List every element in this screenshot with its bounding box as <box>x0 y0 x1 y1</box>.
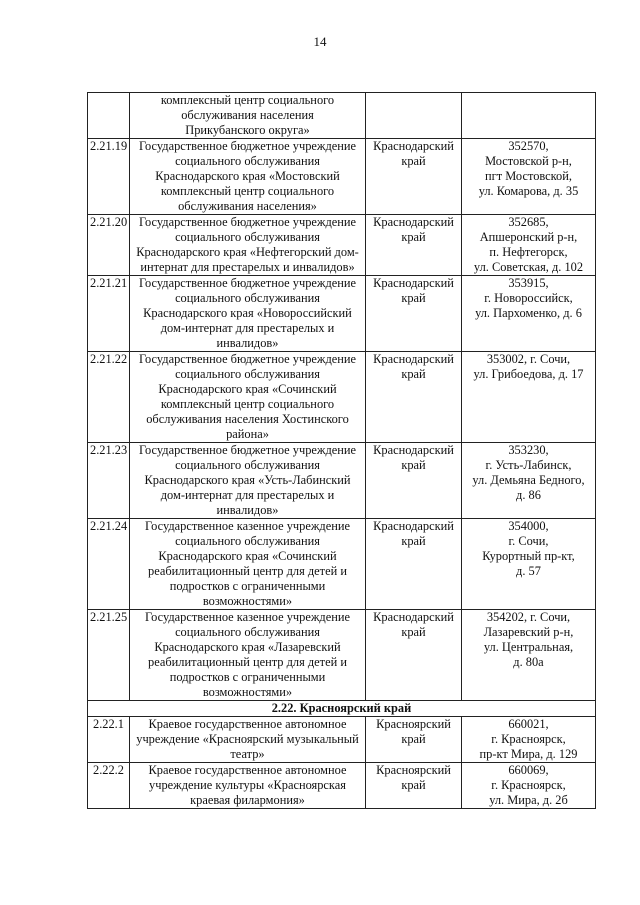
address-line: ул. Демьяна Бедного, <box>472 473 585 487</box>
address <box>462 519 596 610</box>
institution-name-line: Краевое государственное автономное <box>148 763 347 777</box>
institution-name-line: учреждение культуры «Красноярская <box>149 778 346 792</box>
address-line: 660021, <box>508 717 549 731</box>
address-line: д. 80а <box>513 655 544 669</box>
institution-name <box>130 519 366 610</box>
institution-name <box>130 352 366 443</box>
institution-name-line: социального обслуживания <box>175 291 320 305</box>
table-row <box>88 276 596 352</box>
institution-name <box>130 276 366 352</box>
page-number: 14 <box>313 34 327 49</box>
address-line: Лазаревский р-н, <box>483 625 574 639</box>
institution-name-line: обслуживания населения» <box>178 199 317 213</box>
address <box>462 139 596 215</box>
address-line: д. 57 <box>516 564 541 578</box>
address <box>462 763 596 809</box>
institution-name-line: Государственное казенное учреждение <box>145 610 350 624</box>
institution-name-line: реабилитационный центр для детей и <box>148 655 347 669</box>
institution-name <box>130 215 366 276</box>
institution-name-line: Государственное бюджетное учреждение <box>138 139 357 153</box>
region <box>366 276 462 352</box>
address-line: 660069, <box>508 763 549 777</box>
institution-name-line: краевая филармония» <box>190 793 305 807</box>
institution-name-line: учреждение «Красноярский музыкальный <box>136 732 359 746</box>
institution-name-line: социального обслуживания <box>175 458 320 472</box>
institution-name-line: возможностями» <box>202 594 293 608</box>
region-line: край <box>401 291 426 305</box>
institution-name-line: социального обслуживания <box>175 534 320 548</box>
address-line: 353915, <box>508 276 549 290</box>
address-line: Апшеронский р-н, <box>479 230 578 244</box>
region <box>366 610 462 701</box>
institution-name-line: реабилитационный центр для детей и <box>148 564 347 578</box>
institution-name <box>130 443 366 519</box>
address-line: 352685, <box>508 215 549 229</box>
address-line: г. Усть-Лабинск, <box>485 458 572 472</box>
address-line: д. 86 <box>516 488 541 502</box>
section-row <box>88 701 596 717</box>
table-row <box>88 352 596 443</box>
region-line: Краснодарский <box>373 215 454 229</box>
institution-name-line: комплексный центр социального <box>160 184 335 198</box>
institution-name-line: комплексный центр социального <box>160 93 335 107</box>
address-line: г. Красноярск, <box>491 778 566 792</box>
region-line: край <box>401 367 426 381</box>
institution-name-line: обслуживания населения Хостинского <box>146 412 349 426</box>
section-title: 2.22. Красноярский край <box>88 701 596 717</box>
institution-name-line: обслуживания населения <box>181 108 314 122</box>
region-line: Краснодарский <box>373 352 454 366</box>
institution-name-line: Краснодарского края «Нефтегорский дом- <box>136 245 359 259</box>
row-number: 2.22.2 <box>88 763 130 809</box>
row-number: 2.21.24 <box>88 519 130 610</box>
region-line: край <box>401 534 426 548</box>
institution-name-line: социального обслуживания <box>175 230 320 244</box>
row-number: 2.21.22 <box>88 352 130 443</box>
address <box>462 93 596 139</box>
institution-name <box>130 717 366 763</box>
address-line: 354202, г. Сочи, <box>486 610 571 624</box>
institution-name-line: Краснодарского края «Сочинский <box>158 549 337 563</box>
address <box>462 215 596 276</box>
institution-name-line: Государственное бюджетное учреждение <box>138 352 357 366</box>
address-line: ул. Советская, д. 102 <box>473 260 584 274</box>
region-line: Краснодарский <box>373 139 454 153</box>
address <box>462 443 596 519</box>
institution-name-line: Государственное казенное учреждение <box>145 519 350 533</box>
table-row <box>88 763 596 809</box>
address <box>462 610 596 701</box>
row-number <box>88 93 130 139</box>
address <box>462 352 596 443</box>
address-line: пр-кт Мира, д. 129 <box>479 747 578 761</box>
institution-name-line: социального обслуживания <box>175 625 320 639</box>
region <box>366 139 462 215</box>
institutions-table <box>87 92 596 809</box>
address-line: г. Сочи, <box>508 534 549 548</box>
table-row <box>88 610 596 701</box>
region <box>366 443 462 519</box>
address-line: Курортный пр-кт, <box>482 549 575 563</box>
table-row <box>88 443 596 519</box>
region <box>366 519 462 610</box>
region-line: Красноярский <box>376 717 451 731</box>
table-row <box>88 139 596 215</box>
institution-name-line: Государственное бюджетное учреждение <box>138 215 357 229</box>
region <box>366 215 462 276</box>
row-number: 2.21.20 <box>88 215 130 276</box>
institution-name <box>130 610 366 701</box>
region-line: край <box>401 778 426 792</box>
address-line: ул. Центральная, <box>483 640 574 654</box>
address-line: ул. Комарова, д. 35 <box>478 184 579 198</box>
institution-name-line: Краснодарского края «Усть-Лабинский <box>144 473 351 487</box>
institution-name-line: подростков с ограниченными <box>169 579 326 593</box>
institution-name-line: социального обслуживания <box>175 367 320 381</box>
address-line: Мостовской р-н, <box>485 154 572 168</box>
table-row <box>88 519 596 610</box>
institution-name-line: возможностями» <box>202 685 293 699</box>
region-line: край <box>401 732 426 746</box>
institution-name-line: инвалидов» <box>216 336 279 350</box>
region <box>366 717 462 763</box>
institution-name-line: театр» <box>230 747 265 761</box>
region-line: Красноярский <box>376 763 451 777</box>
table-row <box>88 93 596 139</box>
region-line: край <box>401 458 426 472</box>
institution-name-line: Краснодарского края «Мостовский <box>155 169 340 183</box>
institution-name-line: Государственное бюджетное учреждение <box>138 276 357 290</box>
address-line: ул. Грибоедова, д. 17 <box>473 367 584 381</box>
row-number: 2.21.19 <box>88 139 130 215</box>
region-line: край <box>401 230 426 244</box>
row-number: 2.21.25 <box>88 610 130 701</box>
region-line: край <box>401 154 426 168</box>
address-line: п. Нефтегорск, <box>489 245 568 259</box>
institution-name-line: Краснодарского края «Лазаревский <box>154 640 341 654</box>
institution-name-line: комплексный центр социального <box>160 397 335 411</box>
institution-name-line: подростков с ограниченными <box>169 670 326 684</box>
address-line: ул. Мира, д. 2б <box>489 793 568 807</box>
region <box>366 763 462 809</box>
institution-name-line: дом-интернат для престарелых и <box>160 321 335 335</box>
address-line: 353002, г. Сочи, <box>486 352 571 366</box>
institution-name <box>130 93 366 139</box>
region-line: Краснодарский <box>373 519 454 533</box>
address-line: 353230, <box>508 443 549 457</box>
institution-name-line: Краснодарского края «Новороссийский <box>143 306 352 320</box>
institution-name-line: инвалидов» <box>216 503 279 517</box>
institution-name-line: Прикубанского округа» <box>185 123 310 137</box>
address-line: г. Новороссийск, <box>484 291 573 305</box>
institution-name-line: района» <box>226 427 269 441</box>
address <box>462 717 596 763</box>
institution-name-line: социального обслуживания <box>175 154 320 168</box>
address-line: пгт Мостовской, <box>485 169 572 183</box>
address-line: 354000, <box>508 519 549 533</box>
region-line: Краснодарский <box>373 276 454 290</box>
region-line: край <box>401 625 426 639</box>
address-line: 352570, <box>508 139 549 153</box>
table-row <box>88 717 596 763</box>
row-number: 2.21.21 <box>88 276 130 352</box>
institution-name-line: дом-интернат для престарелых и <box>160 488 335 502</box>
address-line: г. Красноярск, <box>491 732 566 746</box>
institution-name <box>130 763 366 809</box>
address <box>462 276 596 352</box>
institution-name <box>130 139 366 215</box>
region <box>366 93 462 139</box>
institution-name-line: Краевое государственное автономное <box>148 717 347 731</box>
address-line: ул. Пархоменко, д. 6 <box>475 306 582 320</box>
institution-name-line: Государственное бюджетное учреждение <box>138 443 357 457</box>
institution-name-line: Краснодарского края «Сочинский <box>158 382 337 396</box>
region-line: Краснодарский <box>373 443 454 457</box>
region <box>366 352 462 443</box>
row-number: 2.21.23 <box>88 443 130 519</box>
table-row <box>88 215 596 276</box>
region-line: Краснодарский <box>373 610 454 624</box>
institution-name-line: интернат для престарелых и инвалидов» <box>140 260 355 274</box>
row-number: 2.22.1 <box>88 717 130 763</box>
